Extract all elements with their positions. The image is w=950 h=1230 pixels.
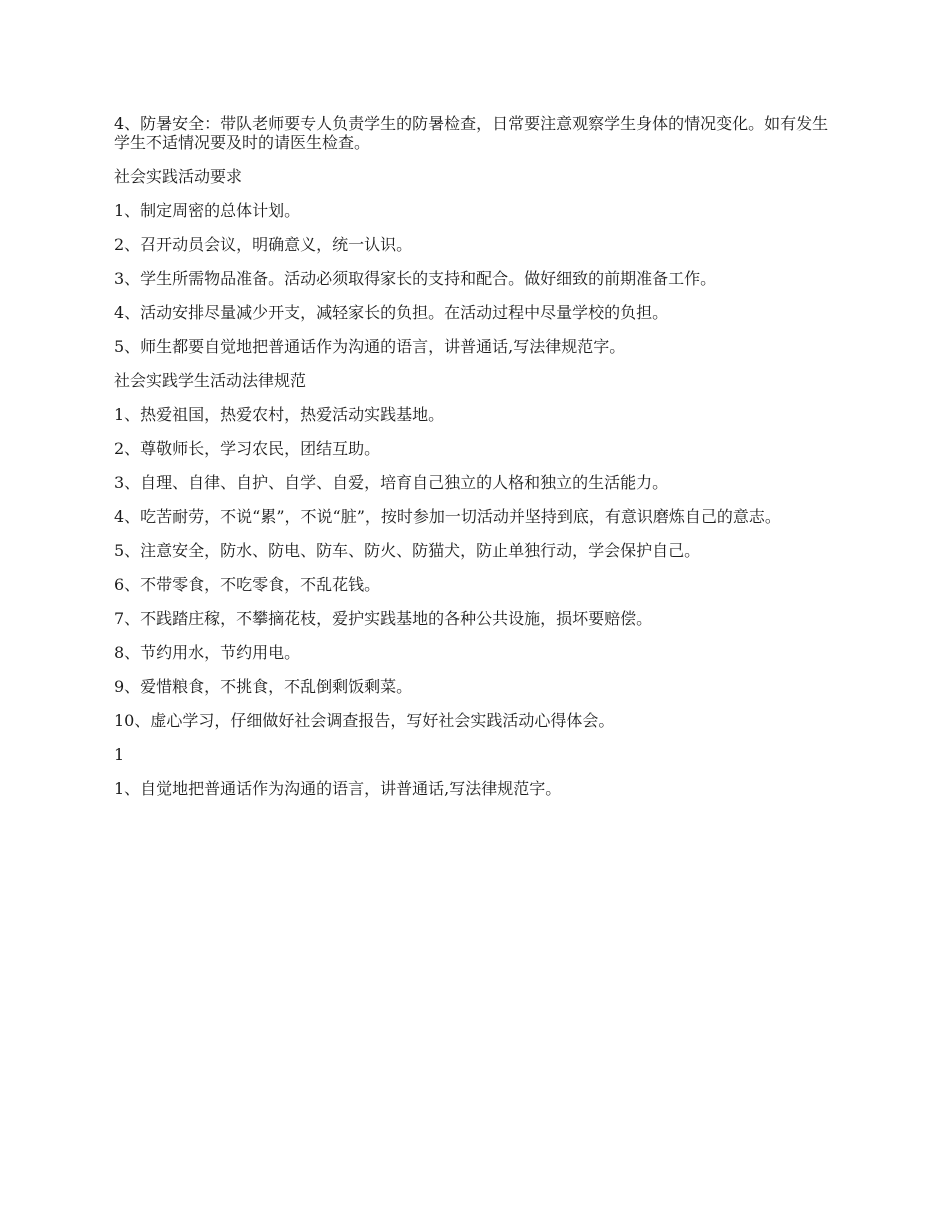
requirement-item-3: 3、学生所需物品准备。活动必须取得家长的支持和配合。做好细致的前期准备工作。 (114, 269, 717, 288)
norm-item-1: 1、热爱祖国，热爱农村，热爱活动实践基地。 (114, 405, 445, 424)
norm-item-8: 8、节约用水，节约用电。 (114, 643, 301, 662)
norm-item-10: 10、虚心学习，仔细做好社会调查报告，写好社会实践活动心得体会。 (114, 711, 615, 730)
document-page (114, 114, 836, 813)
requirement-item-4: 4、活动安排尽量减少开支，减轻家长的负担。在活动过程中尽量学校的负担。 (114, 303, 669, 322)
section-heading-norms: 社会实践学生活动法律规范 (114, 371, 307, 390)
norm-item-9: 9、爱惜粮食，不挑食，不乱倒剩饭剩菜。 (114, 677, 413, 696)
norm-item-7: 7、不践踏庄稼，不攀摘花枝，爱护实践基地的各种公共设施，损坏要赔偿。 (114, 609, 653, 628)
norm-item-6: 6、不带零食，不吃零食，不乱花钱。 (114, 575, 381, 594)
norm-item-5: 5、注意安全，防水、防电、防车、防火、防猫犬，防止单独行动，学会保护自己。 (114, 541, 701, 560)
norm-item-2: 2、尊敬师长，学习农民，团结互助。 (114, 439, 381, 458)
section-heading-1: 1 (114, 745, 125, 764)
norm-item-3: 3、自理、自律、自护、自学、自爱，培育自己独立的人格和独立的生活能力。 (114, 473, 669, 492)
requirement-item-2: 2、召开动员会议，明确意义，统一认识。 (114, 235, 413, 254)
extra-item-1: 1、自觉地把普通话作为沟通的语言，讲普通话,写法律规范字。 (114, 779, 562, 798)
norm-item-4: 4、吃苦耐劳，不说“累”，不说“脏”，按时参加一切活动并坚持到底，有意识磨炼自己的意志。 (114, 507, 781, 526)
requirement-item-1: 1、制定周密的总体计划。 (114, 201, 301, 220)
paragraph-safety-heat: 4、防暑安全：带队老师要专人负责学生的防暑检查，日常要注意观察学生身体的情况变化。如有发生学生不适情况要及时的请医生检查。 (114, 114, 829, 152)
requirement-item-5: 5、师生都要自觉地把普通话作为沟通的语言，讲普通话,写法律规范字。 (114, 337, 626, 356)
section-heading-requirements: 社会实践活动要求 (114, 167, 243, 186)
